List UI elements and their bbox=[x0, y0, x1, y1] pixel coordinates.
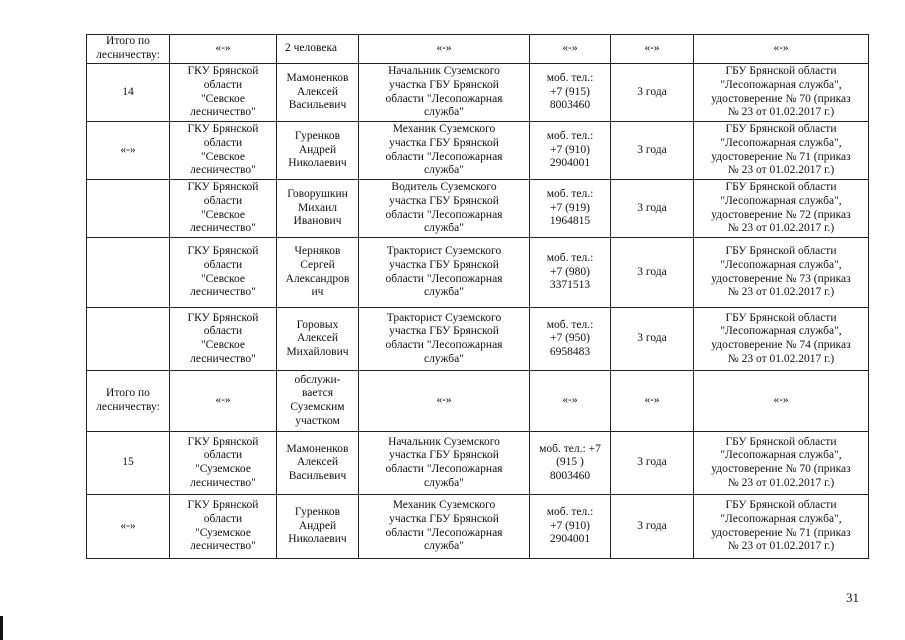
table-cell: Мамоненков Алексей Васильевич bbox=[277, 64, 359, 122]
table-cell: ГБУ Брянской области "Лесопожарная служба", удостоверение № 71 (приказ № 23 от 01.02.2017 г.) bbox=[694, 495, 869, 559]
table-cell: 14 bbox=[87, 64, 170, 122]
page-number: 31 bbox=[846, 590, 859, 605]
table-cell: «-» bbox=[87, 122, 170, 180]
table-cell: «-» bbox=[530, 35, 611, 64]
table-cell: ГКУ Брянской области "Севское лесничество" bbox=[170, 308, 277, 371]
table-cell: «-» bbox=[530, 371, 611, 432]
table-cell: «-» bbox=[694, 371, 869, 432]
table-cell: Итого по лесничеству: bbox=[87, 371, 170, 432]
table-cell: ГКУ Брянской области "Суземское лесничество" bbox=[170, 432, 277, 495]
table-cell: Итого по лесничеству: bbox=[87, 35, 170, 64]
scan-edge-mark bbox=[0, 616, 3, 640]
table-cell: Гуренков Андрей Николаевич bbox=[277, 495, 359, 559]
table-cell: 15 bbox=[87, 432, 170, 495]
staff-table bbox=[86, 34, 869, 559]
table-cell: «-» bbox=[694, 35, 869, 64]
table-cell bbox=[87, 180, 170, 238]
table-cell: 3 года bbox=[611, 122, 694, 180]
table-cell: ГБУ Брянской области "Лесопожарная служба", удостоверение № 70 (приказ № 23 от 01.02.2017 г.) bbox=[694, 432, 869, 495]
table-cell: 3 года bbox=[611, 432, 694, 495]
table-cell: ГКУ Брянской области "Севское лесничество" bbox=[170, 64, 277, 122]
table-cell: Мамоненков Алексей Васильевич bbox=[277, 432, 359, 495]
table-cell: Начальник Суземского участка ГБУ Брянской области "Лесопожарная служба" bbox=[359, 64, 530, 122]
table-cell: ГБУ Брянской области "Лесопожарная служба", удостоверение № 73 (приказ № 23 от 01.02.2017 г.) bbox=[694, 238, 869, 308]
table-cell: «-» bbox=[87, 495, 170, 559]
table-row bbox=[87, 122, 869, 180]
table-cell: Тракторист Суземского участка ГБУ Брянской области "Лесопожарная служба" bbox=[359, 308, 530, 371]
table-cell: «-» bbox=[170, 35, 277, 64]
table-cell: ГБУ Брянской области "Лесопожарная служба", удостоверение № 74 (приказ № 23 от 01.02.2017 г.) bbox=[694, 308, 869, 371]
table-row bbox=[87, 495, 869, 559]
table-cell: моб. тел.: +7 (910) 2904001 bbox=[530, 122, 611, 180]
table-cell bbox=[87, 238, 170, 308]
table-cell: ГКУ Брянской области "Севское лесничество" bbox=[170, 180, 277, 238]
table-cell: 2 человека bbox=[277, 35, 359, 64]
table-cell: ГКУ Брянской области "Суземское лесничество" bbox=[170, 495, 277, 559]
table-cell: 3 года bbox=[611, 64, 694, 122]
table-cell: «-» bbox=[611, 371, 694, 432]
table-cell: ГБУ Брянской области "Лесопожарная служба", удостоверение № 72 (приказ № 23 от 01.02.2017 г.) bbox=[694, 180, 869, 238]
table-row bbox=[87, 238, 869, 308]
table-cell: ГКУ Брянской области "Севское лесничество" bbox=[170, 238, 277, 308]
table-cell: моб. тел.: +7 (915) 8003460 bbox=[530, 64, 611, 122]
table-cell: Начальник Суземского участка ГБУ Брянской области "Лесопожарная служба" bbox=[359, 432, 530, 495]
table-cell: Механик Суземского участка ГБУ Брянской области "Лесопожарная служба" bbox=[359, 495, 530, 559]
table-row bbox=[87, 308, 869, 371]
table-row bbox=[87, 432, 869, 495]
table-cell: моб. тел.: +7 (915 ) 8003460 bbox=[530, 432, 611, 495]
table-cell: «-» bbox=[359, 371, 530, 432]
table-cell: ГБУ Брянской области "Лесопожарная служба", удостоверение № 70 (приказ № 23 от 01.02.2017 г.) bbox=[694, 64, 869, 122]
table-row-subtotal bbox=[87, 35, 869, 64]
table-cell: 3 года bbox=[611, 308, 694, 371]
table-cell: моб. тел.: +7 (980) 3371513 bbox=[530, 238, 611, 308]
table-cell: Механик Суземского участка ГБУ Брянской области "Лесопожарная служба" bbox=[359, 122, 530, 180]
table-row bbox=[87, 64, 869, 122]
table-cell: 3 года bbox=[611, 495, 694, 559]
table-cell: «-» bbox=[359, 35, 530, 64]
table-cell: Гуренков Андрей Николаевич bbox=[277, 122, 359, 180]
table-row bbox=[87, 180, 869, 238]
table-cell: «-» bbox=[170, 371, 277, 432]
table-cell: Горовых Алексей Михайлович bbox=[277, 308, 359, 371]
table-cell: ГКУ Брянской области "Севское лесничество" bbox=[170, 122, 277, 180]
table-cell: обслужи- вается Суземским участком bbox=[277, 371, 359, 432]
table-cell: 3 года bbox=[611, 238, 694, 308]
table-cell: Водитель Суземского участка ГБУ Брянской области "Лесопожарная служба" bbox=[359, 180, 530, 238]
table-cell: Черняков Сергей Александров ич bbox=[277, 238, 359, 308]
table-cell: 3 года bbox=[611, 180, 694, 238]
table-cell: Тракторист Суземского участка ГБУ Брянской области "Лесопожарная служба" bbox=[359, 238, 530, 308]
table-cell: Говорушкин Михаил Иванович bbox=[277, 180, 359, 238]
table-cell: «-» bbox=[611, 35, 694, 64]
table-cell: моб. тел.: +7 (910) 2904001 bbox=[530, 495, 611, 559]
table-row-subtotal bbox=[87, 371, 869, 432]
table-cell: моб. тел.: +7 (950) 6958483 bbox=[530, 308, 611, 371]
table-cell: ГБУ Брянской области "Лесопожарная служба", удостоверение № 71 (приказ № 23 от 01.02.2017 г.) bbox=[694, 122, 869, 180]
table-cell bbox=[87, 308, 170, 371]
table-cell: моб. тел.: +7 (919) 1964815 bbox=[530, 180, 611, 238]
